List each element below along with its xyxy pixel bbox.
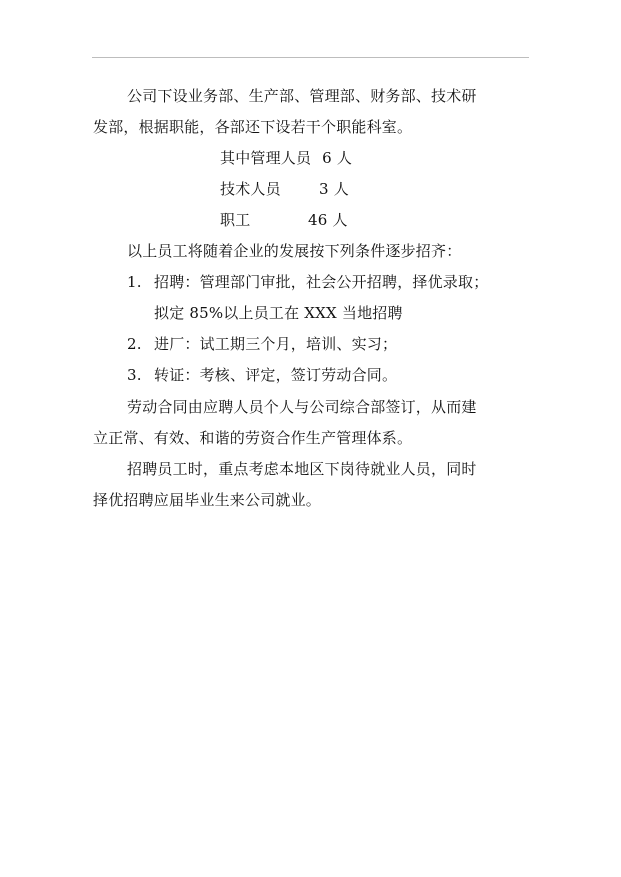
step-1-text: 招聘：管理部门审批，社会公开招聘，择优录取； <box>154 273 489 291</box>
staff-label: 其中管理人员 <box>220 149 312 167</box>
hiring-line-1: 招聘员工时，重点考虑本地区下岗待就业人员，同时 <box>127 460 477 478</box>
intro-line-1: 公司下设业务部、生产部、管理部、财务部、技术研 <box>127 87 477 105</box>
staff-value: 46 人 <box>308 211 348 229</box>
step-1-continuation: 拟定 85%以上员工在 XXX 当地招聘 <box>154 304 403 322</box>
step-3-number: 3. <box>127 366 142 384</box>
header-rule <box>92 57 529 58</box>
staff-label: 职工 <box>220 211 251 229</box>
hiring-line-2: 择优招聘应届毕业生来公司就业。 <box>93 491 322 509</box>
step-1-number: 1. <box>127 273 142 291</box>
staff-row-management <box>220 148 352 168</box>
staff-value: 6 人 <box>322 149 353 167</box>
step-2-number: 2. <box>127 335 142 353</box>
recruit-intro: 以上员工将随着企业的发展按下列条件逐步招齐： <box>127 242 462 260</box>
step-3-text: 转证：考核、评定，签订劳动合同。 <box>154 366 398 384</box>
staff-label: 技术人员 <box>220 180 281 198</box>
contract-line-2: 立正常、有效、和谐的劳资合作生产管理体系。 <box>93 429 413 447</box>
intro-line-2: 发部，根据职能，各部还下设若干个职能科室。 <box>93 118 413 136</box>
step-2-text: 进厂：试工期三个月，培训、实习； <box>154 335 398 353</box>
staff-value: 3 人 <box>319 180 349 198</box>
contract-line-1: 劳动合同由应聘人员个人与公司综合部签订，从而建 <box>127 398 477 416</box>
